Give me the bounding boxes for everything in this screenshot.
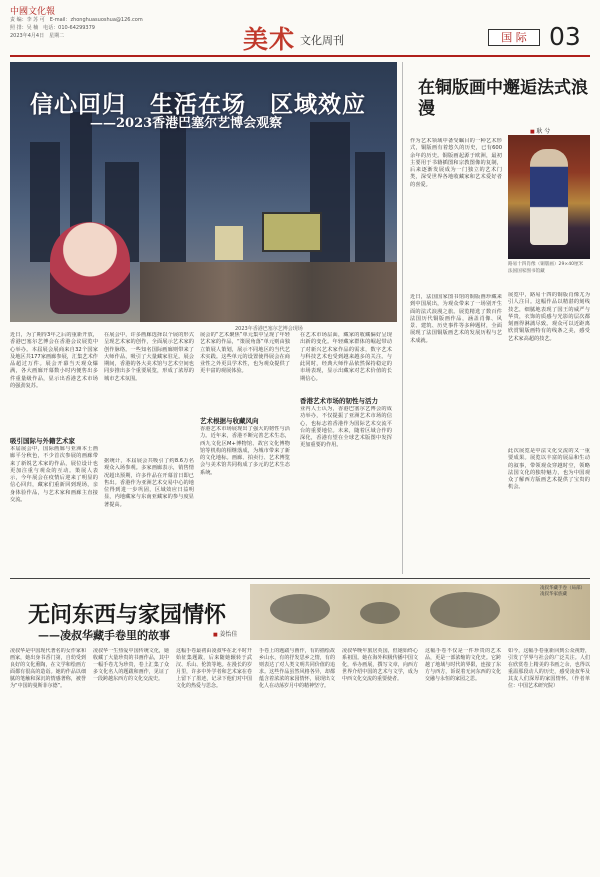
lead-col-1b: 本届展会中，国际画廊与亚洲本土画廊平分秋色，不少首次参展的画廊带来了新锐艺术家的作品，展位设计也更加注重与观众的互动。策展人表示，今年展会在疫情后迎来了明显的信心回归，藏家们重新回到现场，亲身体验作品，与艺术家和画廊主直接交流。	[10, 446, 98, 504]
crowd	[140, 262, 397, 322]
right-article-author: ■ 耿 兮	[530, 126, 550, 135]
right-col-2b: 此次展览是中法文化交流的又一重要成果。展览以丰富的展品和生动的叙事，带领观众穿越时空，领略法国文化的独特魅力，也为中国观众了解西方版画艺术提供了宝贵的机会。	[508, 448, 590, 491]
lead-col-3b: 香港艺术市场展现出了强大的韧性与活力。近年来，香港不断完善艺术生态，西九文化区M+博物馆、故宫文化博物馆等机构的相继落成，为城市带来了新的文化地标。画廊、拍卖行、艺术博览会与美术馆共同构成了多元的艺术生态系统。	[200, 426, 290, 476]
handscroll-image	[250, 584, 590, 640]
bottom-article-subtitle: ——凌叔华藏手卷里的故事	[38, 629, 170, 642]
editor-line: 责 编：李 苏 可 E-mail：zhonghuasuoshua@126.com	[10, 17, 143, 23]
lead-photo-caption: 2023年香港巴塞尔艺博会现场	[235, 326, 303, 332]
phone-line: 照 排：吴 楠 电话：010-64299379	[10, 25, 95, 31]
masthead	[0, 0, 600, 62]
bottom-article-title: 无问东西与家园情怀	[28, 602, 227, 628]
lead-subhead-3: 艺术根据与收藏风向	[200, 417, 259, 425]
right-col-2a: 展览中，路易十四的铜版肖像尤为引人注目。这幅作品以精湛的刻线技艺，细腻地表现了国王的威严与华贵，衣饰的质感与光影的层次都刻画得淋漓尽致。观众可以近距离欣赏铜版画特有的线条之美，感受艺术家高超的技艺。	[508, 292, 590, 342]
masthead-rule	[10, 55, 590, 57]
section-rule	[10, 578, 590, 579]
lead-col-2a: 在展会中，许多画廊选择以个展的形式呈现艺术家的创作，全面展示艺术家的创作脉络。一些知名国际画廊则带来了大师作品，吸引了大量藏家驻足。展会期间，香港的各大美术馆与艺术空间也同步推出多个重要展览，形成了浓厚的城市艺术氛围。	[104, 332, 194, 382]
section-title-weekly: 文化周刊	[300, 34, 344, 47]
date-line: 2023年4月4日 星期二	[10, 33, 65, 39]
newspaper-logo: 中國文化報	[10, 7, 56, 17]
section-title-art: 美术	[243, 25, 296, 54]
lead-title: 信心回归 生活在场 区域效应	[30, 91, 366, 118]
bottom-col-3: 这幅手卷最初由凌叔华在北平时开始征集题跋，后来随她辗转于武汉、乐山、伦敦等地。在漫长的岁月里，许多中外学者和艺术家在卷上留下了墨迹，记录下他们对中国文化的热爱与思念。	[176, 648, 252, 690]
lead-subhead-1: 吸引国际与外籍艺术家	[10, 437, 75, 445]
page-number: 03	[549, 22, 581, 51]
bottom-col-7: 如今，这幅手卷重新回到公众视野，引发了学界与社会的广泛关注。人们在欣赏卷上精美的书画之余，也得以重温那段动人的历史，感受凌叔华及其友人们深厚的家国情怀。（作者单位：中国艺术研究院）	[508, 648, 590, 690]
lead-subtitle: ——2023香港巴塞尔艺博会观察	[90, 116, 283, 131]
painting-caption: 路易十四肖像（铜版画）29×40厘米 法国国家图书馆藏	[508, 262, 588, 274]
handscroll-caption: 凌叔华藏手卷（局部） 凌叔华家族藏	[540, 586, 588, 597]
right-article-title: 在铜版画中邂逅法式浪漫	[418, 78, 588, 119]
sculpture	[50, 222, 130, 314]
bottom-col-5: 凌叔华晚年旅居英国，但她始终心系祖国。她在海外积极传播中国文化，举办画展，撰写文章，向西方世界介绍中国的艺术与文学，成为中西文化交流的重要使者。	[342, 648, 418, 683]
lead-col-4b: 业内人士认为，香港巴塞尔艺博会的成功举办，不仅提振了亚洲艺术市场的信心，也标志着香港作为国际艺术交流平台的重要地位。未来，随着区域合作的深化，香港有望在全球艺术版图中发挥更加重要的作用。	[300, 406, 392, 449]
led-screen	[262, 212, 322, 252]
right-col-1a: 作为艺术领域中备受瞩目的一种艺术形式，铜版画有着悠久的历史，已有600余年的历史。铜版画起源于欧洲，最初主要用于书籍插图和宗教图像的复制，后来逐渐发展成为一门独立的艺术门类，深受世界各地收藏家和艺术爱好者的喜爱。	[410, 138, 502, 188]
bottom-col-4: 手卷上的题跋与画作，有的描绘故乡山水，有的抒发思乡之情，有的则表达了对人类文明共同价值的追求。这些作品虽然风格各异，却都蕴含着浓浓的家园情怀，展现出文化人在动荡岁月中的精神坚守。	[259, 648, 335, 690]
poster	[215, 226, 243, 260]
bottom-article-author: ■ 姜怡佳	[213, 629, 237, 638]
lead-col-1a: 近日，为了期待3年之后的重新开放，香港巴塞尔艺博会在香港会议展览中心举办。本届展会展商来自32个国家及地区共177家画廊参展，汇集艺术作品超过万件。展会开幕当天观众爆满，各大画廊开幕数小时内便售出多件重量级作品，显示出香港艺术市场的强劲复苏。	[10, 332, 98, 390]
bottom-col-6: 这幅手卷不仅是一件珍贵的艺术品，更是一部浓缩的文化史。它跨越了地域与时代的界限，连接了东方与西方，诉说着无问东西的文化交融与永恒的家园之思。	[425, 648, 501, 683]
masthead-meta	[10, 16, 143, 40]
bottom-col-1: 凌叔华是中国现代著名的女作家和画家，她出身书香门第，自幼受到良好的文化熏陶，在文学和绘画方面都有很高的造诣。她的作品以细腻的笔触和深沉的情感著称，被誉为“中国的曼斯菲尔德”。	[10, 648, 86, 690]
lead-col-4a: 在艺术市场层面，藏家的收藏偏好呈现出新的变化。年轻藏家群体的崛起带动了对新兴艺术家作品的需求，数字艺术与科技艺术也受到越来越多的关注。与此同时，经典大师作品依然保持稳定的市场表现，显示出藏家对艺术价值的长期信心。	[300, 332, 392, 382]
column-badge: 国 际	[488, 29, 540, 46]
lead-col-3a: 展会的“艺术聚焦”单元集中呈现了年轻艺术家的作品，“策展角落”单元则由独立策展人策划，展示不同地区的当代艺术实践。这些单元的设置使得展会在商业性之外更具学术性，也为观众提供了更丰富的观展体验。	[200, 332, 290, 375]
louis-xiv-painting	[508, 135, 590, 259]
bottom-col-2: 凌叔华一生热爱中国传统文化，她收藏了大量珍贵的书画作品，其中一幅手卷尤为珍贵，卷上汇集了众多文化名人的题跋和画作，见证了一段跨越东西方的文化交流史。	[93, 648, 169, 683]
right-col-1b: 近日，法国国家图书馆的铜版画珍藏来到中国展出，为观众带来了一场别开生面的法式浪漫之旅。展览精选了数百件法国历代铜版画作品，涵盖肖像、风景、建筑、历史事件等多种题材，全面展现了法国铜版画艺术的发展历程与艺术成就。	[410, 294, 502, 344]
column-divider	[402, 62, 403, 574]
lead-col-2b: 据统计，本届展会共吸引了约8.6万名观众入场参观。多家画廊表示，销售情况超出预期，许多作品在开幕首日即已售出。香港作为亚洲艺术交易中心的地位得到进一步巩固，区域效应日益明显，内地藏家与东南亚藏家的参与度显著提高。	[104, 458, 194, 508]
lead-subhead-2: 香港艺术市场的韧性与活力	[300, 397, 378, 405]
